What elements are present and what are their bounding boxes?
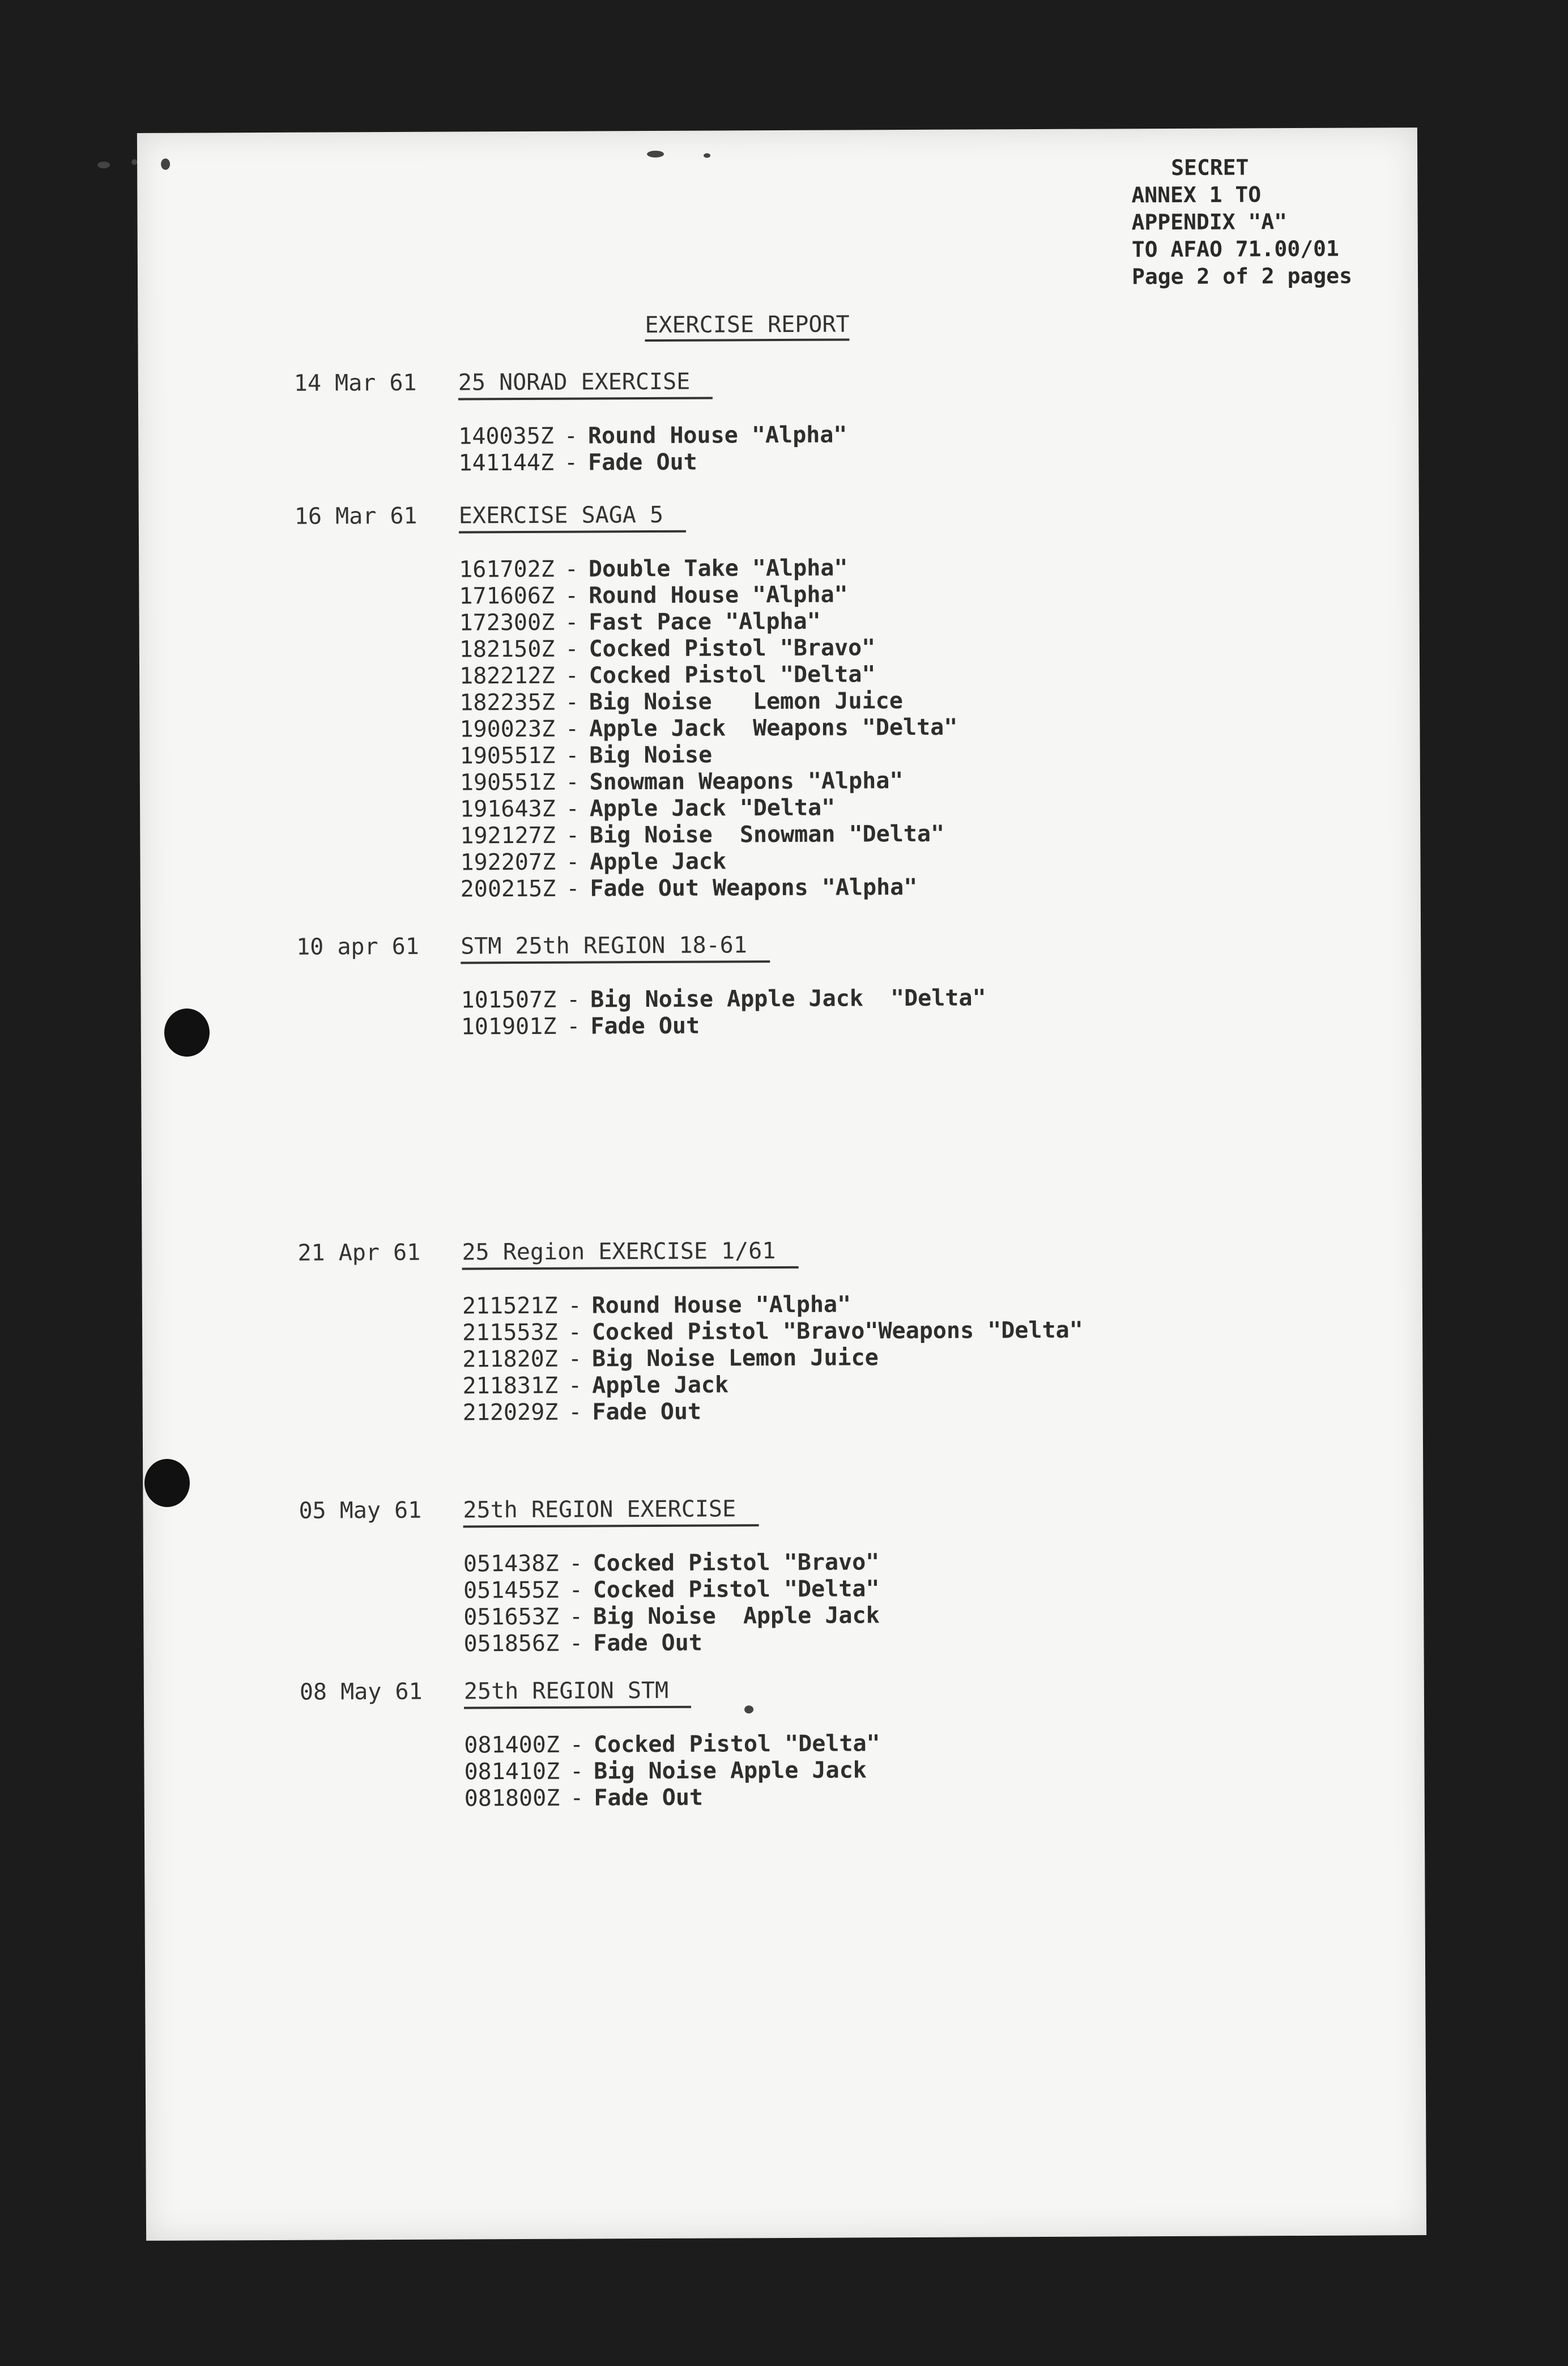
- entry-timestamp: 191643Z: [460, 795, 556, 823]
- entry-separator: -: [570, 1785, 584, 1811]
- entry-message: Apple Jack: [592, 1372, 729, 1399]
- entry-row: [459, 555, 957, 584]
- entry-separator: -: [565, 769, 580, 795]
- entry-row: [460, 768, 958, 797]
- entry-separator: -: [565, 822, 580, 849]
- exercise-section: [139, 499, 1419, 903]
- entry-row: [464, 1757, 880, 1785]
- annex-line: ANNEX 1 TO: [1131, 182, 1262, 208]
- speck: [97, 161, 110, 168]
- entry-row: [461, 1011, 986, 1040]
- punch-hole-blot: [144, 1459, 190, 1507]
- entry-row: [460, 821, 958, 850]
- section-date: 08 May 61: [299, 1678, 423, 1705]
- entry-row: [458, 448, 847, 476]
- entry-row: [459, 581, 957, 610]
- entry-timestamp: 081410Z: [464, 1758, 560, 1785]
- entry-separator: -: [569, 1630, 583, 1657]
- entry-message: Cocked Pistol "Delta": [593, 1576, 880, 1603]
- entry-timestamp: 211831Z: [462, 1372, 559, 1399]
- entry-message: Big Noise Apple Jack: [594, 1757, 867, 1785]
- entry-row: [463, 1549, 880, 1577]
- entry-separator: -: [564, 423, 578, 449]
- entry-timestamp: 182150Z: [459, 636, 555, 663]
- entry-message: Apple Jack: [590, 848, 727, 875]
- section-date: 14 Mar 61: [293, 369, 417, 397]
- exercise-section: [140, 929, 1421, 1040]
- entry-separator: -: [564, 556, 579, 582]
- entry-separator: -: [569, 1603, 583, 1630]
- entry-timestamp: 200215Z: [460, 875, 556, 903]
- page-count-line: Page 2 of 2 pages: [1131, 263, 1353, 290]
- entry-row: [459, 661, 957, 690]
- exercise-section: [142, 1235, 1422, 1426]
- entry-separator: -: [568, 1346, 582, 1372]
- entry-message: Big Noise Apple Jack: [593, 1602, 880, 1630]
- entry-list: [463, 1549, 880, 1657]
- entry-message: Cocked Pistol "Bravo"Weapons "Delta": [591, 1317, 1083, 1346]
- entry-separator: -: [566, 986, 581, 1013]
- section-title: 25th REGION EXERCISE: [463, 1496, 759, 1527]
- document-page: [137, 127, 1426, 2241]
- entry-message: Apple Jack "Delta": [589, 794, 836, 822]
- entry-timestamp: 192127Z: [460, 822, 556, 849]
- entry-message: Big Noise Apple Jack "Delta": [590, 985, 986, 1013]
- entry-message: Cocked Pistol "Bravo": [589, 635, 876, 662]
- entry-row: [463, 1576, 880, 1604]
- entry-separator: -: [569, 1731, 584, 1758]
- entry-list: [459, 555, 958, 903]
- entry-message: Fade Out: [590, 1012, 700, 1040]
- entry-row: [460, 741, 958, 770]
- entry-row: [459, 608, 957, 637]
- entry-separator: -: [566, 1013, 581, 1040]
- entry-message: Fade Out: [593, 1629, 702, 1657]
- entry-timestamp: 051653Z: [463, 1603, 560, 1631]
- entry-separator: -: [568, 1319, 582, 1346]
- entry-list: [464, 1730, 880, 1812]
- entry-separator: -: [565, 716, 580, 742]
- entry-message: Fade Out: [594, 1784, 704, 1811]
- section-date: 05 May 61: [299, 1497, 422, 1524]
- entry-message: Apple Jack Weapons "Delta": [589, 714, 958, 742]
- entry-separator: -: [565, 662, 579, 689]
- entry-timestamp: 081800Z: [464, 1785, 560, 1812]
- section-date: 16 Mar 61: [294, 503, 417, 530]
- entry-timestamp: 192207Z: [460, 849, 556, 876]
- entry-timestamp: 081400Z: [464, 1731, 560, 1759]
- speck: [131, 159, 137, 165]
- entry-timestamp: 051856Z: [463, 1630, 560, 1657]
- entry-row: [461, 874, 958, 903]
- entry-separator: -: [564, 449, 578, 476]
- entry-message: Big Noise Snowman "Delta": [589, 820, 945, 849]
- entry-row: [460, 848, 958, 876]
- entry-timestamp: 051438Z: [463, 1550, 559, 1577]
- entry-message: Fade Out Weapons "Alpha": [590, 874, 918, 902]
- speck: [647, 151, 664, 158]
- exercise-section: [138, 365, 1418, 476]
- entry-timestamp: 172300Z: [459, 609, 555, 636]
- entry-list: [461, 985, 986, 1040]
- entry-message: Cocked Pistol "Delta": [589, 661, 876, 689]
- entry-timestamp: 212029Z: [462, 1399, 559, 1426]
- section-title: 25th REGION STM: [464, 1678, 691, 1709]
- entry-timestamp: 211521Z: [462, 1292, 558, 1320]
- entry-message: Cocked Pistol "Delta": [593, 1730, 880, 1758]
- entry-separator: -: [565, 849, 580, 875]
- appendix-line: APPENDIX "A": [1131, 209, 1288, 235]
- entry-timestamp: 182235Z: [459, 689, 555, 716]
- entry-separator: -: [569, 1550, 583, 1577]
- entry-row: [464, 1730, 880, 1759]
- entry-message: Fade Out: [588, 449, 697, 476]
- section-title: STM 25th REGION 18-61: [461, 932, 770, 964]
- entry-message: Round House "Alpha": [587, 422, 847, 449]
- entry-separator: -: [564, 582, 579, 609]
- entry-timestamp: 051455Z: [463, 1577, 559, 1604]
- entry-row: [461, 985, 986, 1014]
- entry-row: [459, 688, 957, 717]
- entry-timestamp: 171606Z: [459, 582, 555, 610]
- entry-timestamp: 101507Z: [461, 986, 557, 1014]
- speck: [161, 159, 170, 170]
- entry-separator: -: [568, 1372, 582, 1399]
- entry-timestamp: 190551Z: [459, 769, 556, 796]
- exercise-section: [143, 1493, 1423, 1657]
- entry-list: [462, 1291, 1084, 1427]
- section-title: 25 Region EXERCISE 1/61: [462, 1238, 798, 1270]
- entry-message: Double Take "Alpha": [588, 555, 848, 582]
- entry-row: [462, 1291, 1083, 1320]
- entry-timestamp: 141144Z: [458, 449, 555, 476]
- entry-timestamp: 190023Z: [459, 716, 556, 743]
- section-title: EXERCISE SAGA 5: [459, 502, 686, 534]
- entry-message: Round House "Alpha": [589, 581, 848, 609]
- entry-separator: -: [568, 1399, 582, 1425]
- entry-row: [458, 422, 847, 450]
- entry-separator: -: [565, 609, 579, 636]
- entry-timestamp: 190551Z: [459, 742, 556, 769]
- entry-message: Fade Out: [592, 1398, 702, 1425]
- classification-header: [1131, 154, 1352, 291]
- entry-row: [463, 1397, 1084, 1427]
- entry-separator: -: [565, 795, 580, 822]
- entry-message: Fast Pace "Alpha": [589, 608, 821, 636]
- entry-row: [460, 794, 958, 823]
- entry-row: [459, 714, 957, 743]
- entry-message: Big Noise Lemon Juice: [591, 1344, 879, 1372]
- entry-separator: -: [569, 1758, 584, 1785]
- entry-row: [463, 1602, 880, 1631]
- speck: [744, 1705, 753, 1713]
- entry-message: Big Noise: [589, 742, 713, 769]
- entry-separator: -: [565, 689, 580, 716]
- afao-line: TO AFAO 71.00/01: [1131, 236, 1339, 262]
- entry-separator: -: [568, 1292, 582, 1319]
- section-date: 10 apr 61: [296, 933, 420, 960]
- entry-timestamp: 140035Z: [458, 423, 554, 450]
- entry-timestamp: 182212Z: [459, 662, 555, 690]
- section-date: 21 Apr 61: [297, 1239, 421, 1266]
- entry-separator: -: [569, 1577, 583, 1603]
- speck: [704, 154, 710, 158]
- classification-label: SECRET: [1171, 155, 1249, 180]
- punch-hole-blot: [164, 1008, 210, 1057]
- entry-message: Snowman Weapons "Alpha": [589, 768, 904, 795]
- entry-timestamp: 211820Z: [462, 1346, 559, 1373]
- entry-timestamp: 161702Z: [459, 556, 555, 583]
- entry-row: [462, 1344, 1083, 1373]
- entry-row: [459, 635, 957, 663]
- exercise-section: [144, 1674, 1424, 1812]
- entry-message: Big Noise Lemon Juice: [589, 688, 903, 716]
- entry-message: Cocked Pistol "Bravo": [593, 1549, 880, 1577]
- entry-separator: -: [566, 875, 580, 902]
- entry-row: [462, 1317, 1083, 1347]
- entry-separator: -: [565, 742, 580, 769]
- entry-list: [458, 422, 847, 476]
- entry-timestamp: 101901Z: [461, 1013, 557, 1040]
- entry-message: Round House "Alpha": [591, 1291, 851, 1319]
- entry-separator: -: [565, 636, 579, 662]
- entry-timestamp: 211553Z: [462, 1319, 558, 1346]
- entry-row: [462, 1371, 1083, 1400]
- section-title: 25 NORAD EXERCISE: [458, 369, 713, 401]
- entry-row: [465, 1784, 881, 1812]
- report-title: EXERCISE REPORT: [645, 311, 849, 342]
- entry-row: [463, 1629, 880, 1657]
